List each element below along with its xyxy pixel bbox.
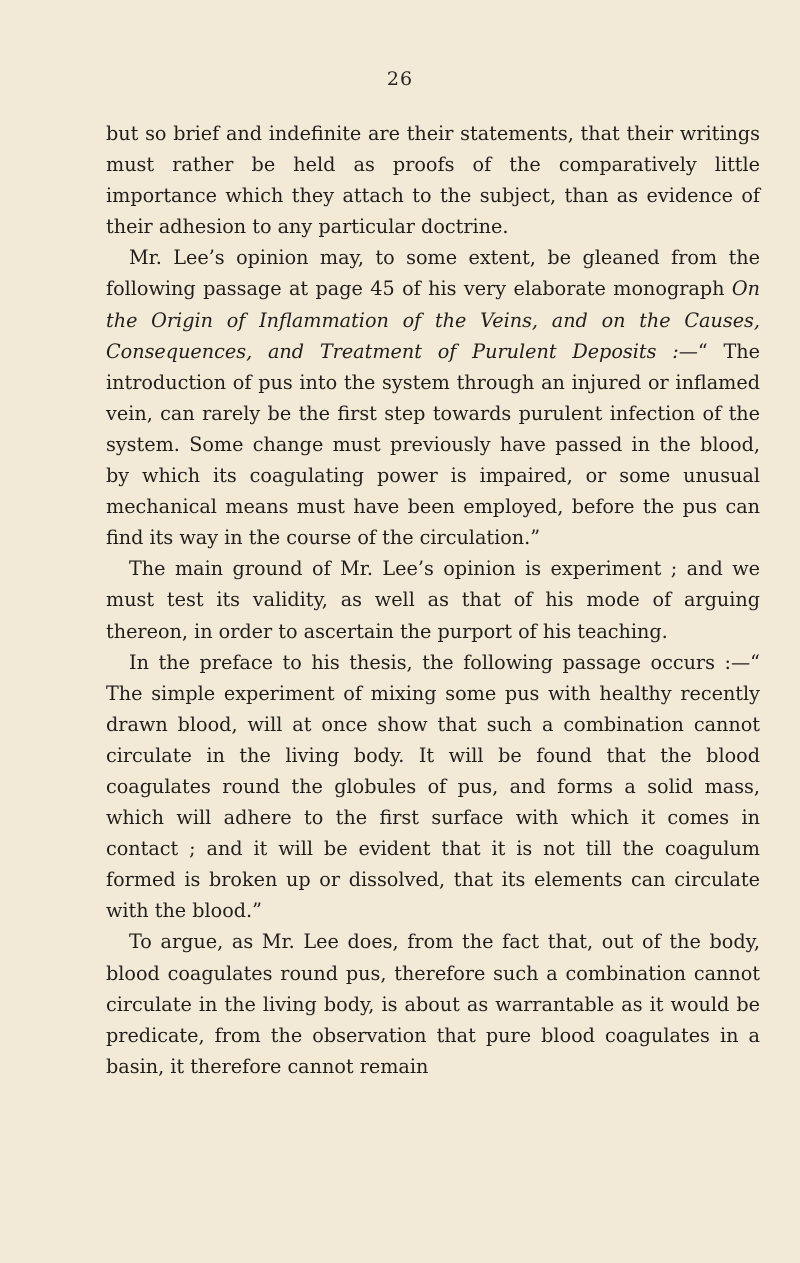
paragraph-4: In the preface to his thesis, the following passage occurs :—“ The simple experiment of mixing some pus with healthy recently drawn blood, will at once show that such a combination cannot circulate in the living body. It will be found that the blood coagulates round the globules of pus, and forms a solid mass, which will adhere to the first surface with which it comes in contact ; and it will be evident that it is not till the coagulum formed is broken up or dissolved, that its elements can circulate with the blood.” [106,650,760,923]
paragraph-1: but so brief and indefinite are their statements, that their writings must rather be held as proofs of the comparatively little importance which they attach to the subject, than as evidence of their adhesion to any particular doctrine. [106,122,760,239]
paragraph-2-quote: —“ The introduction of pus into the system through an injured or inflamed vein, can rarely be the first step towards purulent infection of the system. Some change must previously have passed in the blood, by which its coagulating power is impaired, or some unusual mechanical means must have been employed, before the pus can find its way in the course of the circulation.” [106,339,760,550]
paragraph-2-intro: Mr. Lee’s opinion may, to some extent, be gleaned from the following passage at page 45 of his very elaborate monograph [106,246,760,301]
page-number: 26 [386,68,414,90]
paragraph-2 [106,242,760,553]
paragraph-5: To argue, as Mr. Lee does, from the fact that, out of the body, blood coagulates round pus, therefore such a combination cannot circulate in the living body, is about as warrantable as it would be predicate, from the observation that pure blood coagulates in a basin, it therefore cannot remain [106,930,760,1078]
monograph-title: On the Origin of Inflammation of the Veins, and on the Causes, Consequences, and Treatment of Purulent Deposits : [106,277,760,363]
body-text [106,118,760,1082]
paragraph-3: The main ground of Mr. Lee’s opinion is experiment ; and we must test its validity, as well as that of his mode of arguing thereon, in order to ascertain the purport of his teaching. [106,557,760,643]
